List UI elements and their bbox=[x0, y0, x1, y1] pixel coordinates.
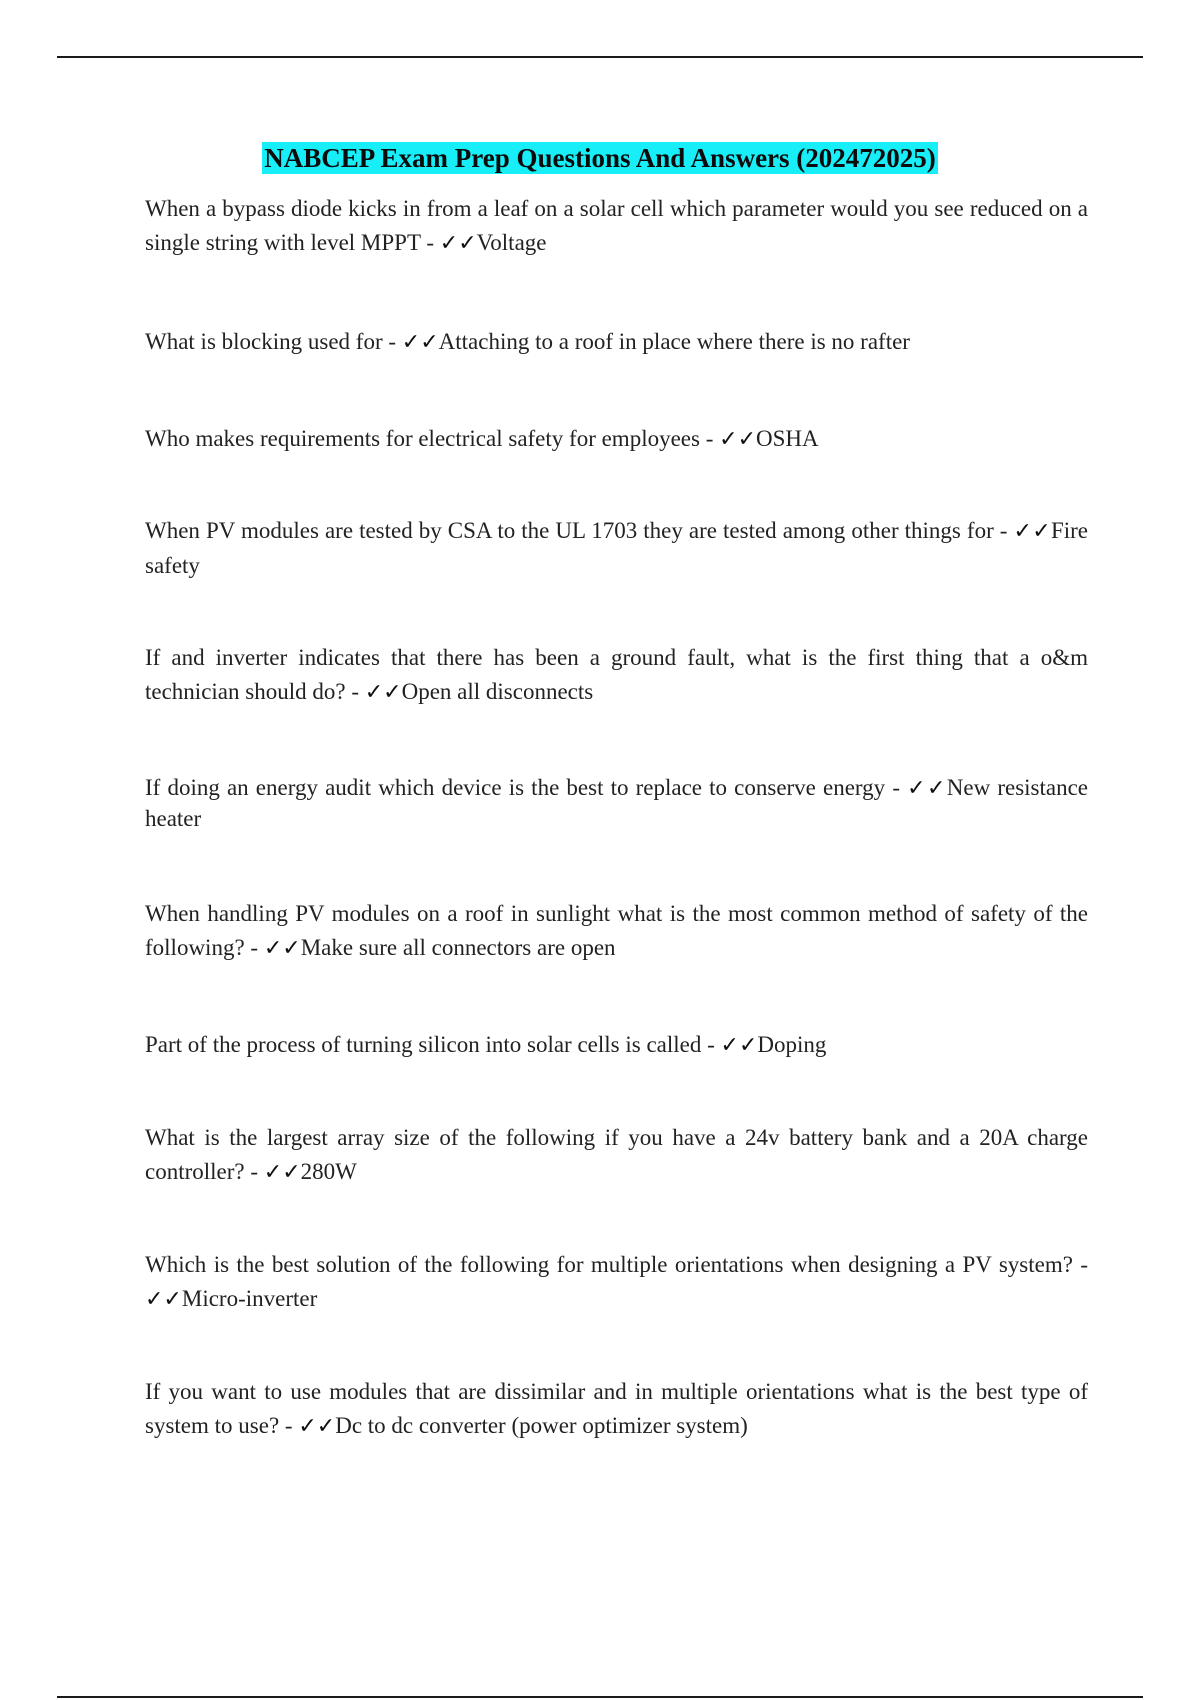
double-check-icon: ✓✓ bbox=[298, 1414, 336, 1439]
answer-text: Attaching to a roof in place where there is no rafter bbox=[438, 329, 910, 354]
top-rule bbox=[57, 56, 1143, 58]
qa-item-2: What is blocking used for - ✓✓Attaching to a roof in place where there is no rafter bbox=[145, 329, 910, 355]
question-text: When a bypass diode kicks in from a leaf on a solar cell which parameter would you see reduced on a single string with level MPPT bbox=[145, 196, 1088, 255]
double-check-icon: ✓✓ bbox=[719, 427, 757, 452]
answer-text: Make sure all connectors are open bbox=[300, 935, 616, 960]
question-text: What is the largest array size of the following if you have a 24v battery bank and a 20A charge controller? bbox=[145, 1125, 1088, 1184]
question-text: If doing an energy audit which device is the best to replace to conserve energy bbox=[145, 775, 886, 800]
document-title: NABCEP Exam Prep Questions And Answers (202472025) bbox=[264, 143, 936, 173]
question-text: If you want to use modules that are dissimilar and in multiple orientations what is the best type of system to use? bbox=[145, 1379, 1088, 1438]
double-check-icon: ✓✓ bbox=[145, 1287, 182, 1312]
qa-item-10: Which is the best solution of the following for multiple orientations when designing a PV system? - ✓✓Micro-inverter bbox=[145, 1252, 1088, 1312]
qa-item-11: If you want to use modules that are dissimilar and in multiple orientations what is the best type of system to use? - ✓✓Dc to dc converter (power optimizer system) bbox=[145, 1379, 1088, 1439]
question-text: If and inverter indicates that there has been a ground fault, what is the first thing that a o&m technician should do? bbox=[145, 645, 1088, 704]
title-container bbox=[0, 142, 1200, 174]
qa-item-1: When a bypass diode kicks in from a leaf on a solar cell which parameter would you see reduced on a single string with level MPPT - ✓✓Voltage bbox=[145, 196, 1088, 256]
qa-item-3: Who makes requirements for electrical safety for employees - ✓✓OSHA bbox=[145, 426, 819, 452]
double-check-icon: ✓✓ bbox=[720, 1033, 758, 1058]
answer-text: Open all disconnects bbox=[401, 679, 594, 704]
answer-text: New resistance heater bbox=[145, 775, 1089, 831]
double-check-icon: ✓✓ bbox=[401, 330, 439, 355]
answer-text: Doping bbox=[757, 1032, 827, 1057]
double-check-icon: ✓✓ bbox=[263, 936, 301, 961]
question-text: What is blocking used for bbox=[145, 329, 383, 354]
question-text: Part of the process of turning silicon into solar cells is called bbox=[145, 1032, 702, 1057]
question-text: When PV modules are tested by CSA to the UL 1703 they are tested among other things for bbox=[145, 518, 994, 543]
question-text: When handling PV modules on a roof in sunlight what is the most common method of safety of the following? bbox=[145, 901, 1088, 960]
bottom-rule bbox=[57, 1696, 1143, 1698]
answer-text: Fire safety bbox=[145, 518, 1088, 578]
answer-text: OSHA bbox=[756, 426, 819, 451]
qa-item-5: If and inverter indicates that there has been a ground fault, what is the first thing that a o&m technician should do? - ✓✓Open all disconnects bbox=[145, 645, 1088, 705]
double-check-icon: ✓✓ bbox=[439, 231, 477, 256]
answer-text: Voltage bbox=[476, 230, 547, 255]
qa-item-6: If doing an energy audit which device is the best to replace to conserve energy - ✓✓New resistance heater bbox=[145, 775, 1089, 831]
answer-text: Dc to dc converter (power optimizer system) bbox=[335, 1413, 748, 1438]
double-check-icon: ✓✓ bbox=[1013, 519, 1051, 544]
double-check-icon: ✓✓ bbox=[907, 776, 947, 801]
answer-text: 280W bbox=[300, 1159, 357, 1184]
qa-item-8: Part of the process of turning silicon into solar cells is called - ✓✓Doping bbox=[145, 1032, 827, 1058]
question-text: Which is the best solution of the following for multiple orientations when designing a PV system? bbox=[145, 1252, 1073, 1277]
qa-item-9: What is the largest array size of the following if you have a 24v battery bank and a 20A charge controller? - ✓✓280W bbox=[145, 1125, 1088, 1185]
qa-item-7: When handling PV modules on a roof in sunlight what is the most common method of safety of the following? - ✓✓Make sure all connectors are open bbox=[145, 901, 1088, 961]
question-text: Who makes requirements for electrical safety for employees bbox=[145, 426, 700, 451]
double-check-icon: ✓✓ bbox=[263, 1160, 301, 1185]
answer-text: Micro-inverter bbox=[181, 1286, 318, 1311]
double-check-icon: ✓✓ bbox=[364, 680, 402, 705]
qa-item-4: When PV modules are tested by CSA to the UL 1703 they are tested among other things for - ✓✓Fire safety bbox=[145, 518, 1088, 578]
